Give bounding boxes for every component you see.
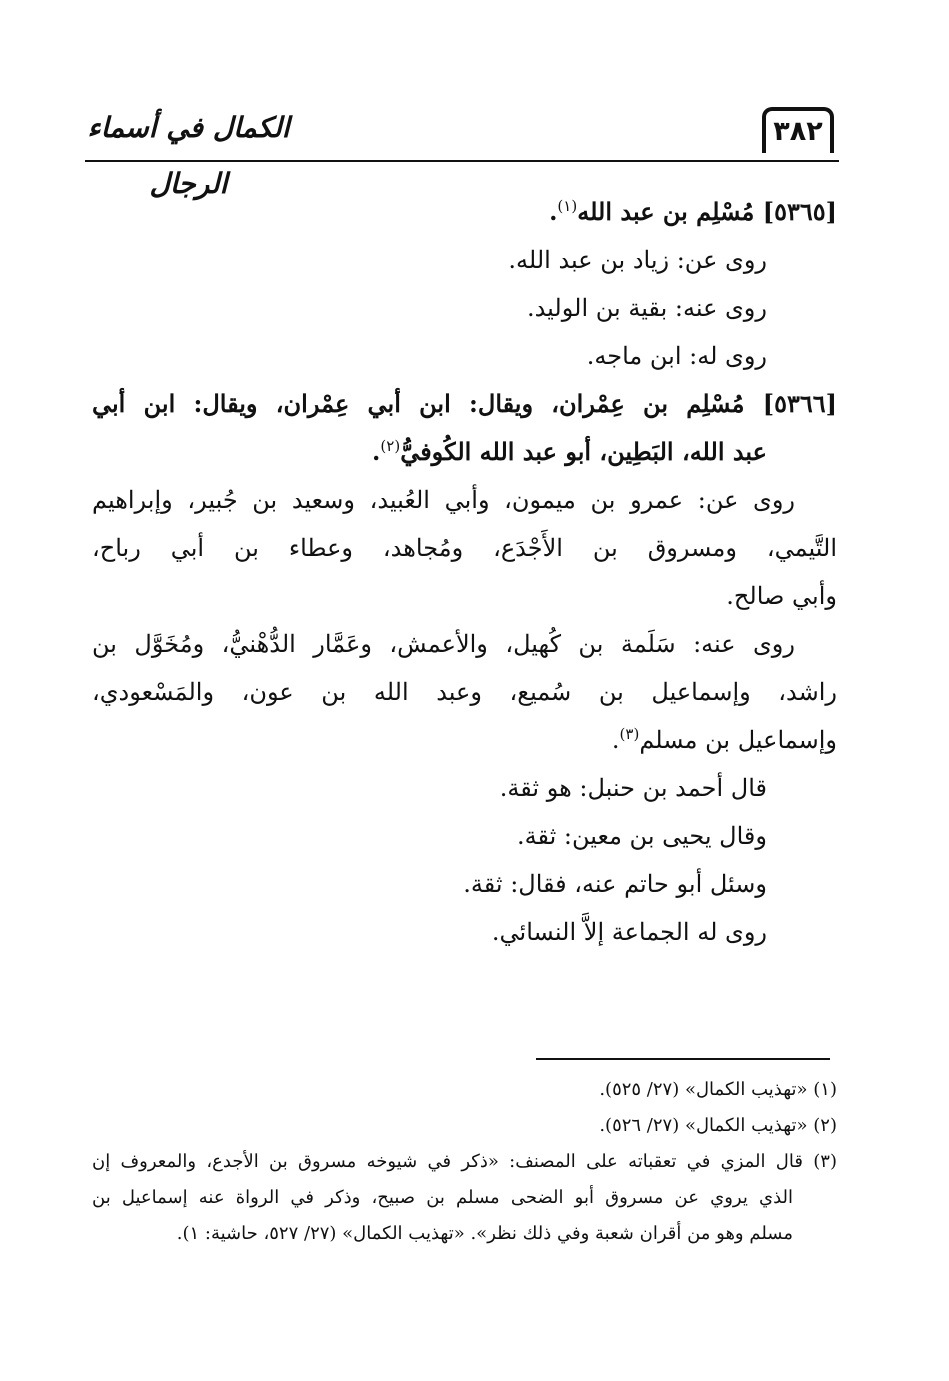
entry-heading-5366-cont bbox=[92, 428, 837, 476]
footnote-3: (٣) قال المزي في تعقباته على المصنف: «ذكر في شيوخه مسروق بن الأجدع، والمعروف إن bbox=[92, 1151, 837, 1172]
narrated-by-text: وإسماعيل بن مسلم bbox=[639, 726, 837, 754]
footnote-2: (٢) «تهذيب الكمال» (٢٧/ ٥٢٦). bbox=[599, 1115, 837, 1136]
narrated-by-line: روى عنه: بقية بن الوليد. bbox=[526, 294, 767, 322]
main-text bbox=[92, 188, 837, 956]
page-number: ٣٨٢ bbox=[762, 107, 834, 153]
footnote-ref[interactable]: (٣) bbox=[619, 725, 640, 743]
footnote-ref[interactable]: (١) bbox=[557, 197, 578, 215]
grading-line: وسئل أبو حاتم عنه، فقال: ثقة. bbox=[463, 870, 767, 898]
grading-line: وقال يحيى بن معين: ثقة. bbox=[516, 822, 767, 850]
narrated-from-line: وأبي صالح. bbox=[726, 582, 837, 610]
narrated-by-line bbox=[92, 620, 837, 668]
entry-heading-text: عبد الله، البَطِين، أبو عبد الله الكُوفيُّ bbox=[400, 437, 767, 466]
footnote-divider bbox=[536, 1058, 830, 1060]
narrated-from-line: روى عن: زياد بن عبد الله. bbox=[508, 246, 767, 274]
line-tail: . bbox=[611, 726, 620, 754]
narrated-for-line: روى له الجماعة إلاَّ النسائي. bbox=[491, 918, 767, 946]
footnote-3-cont: الذي يروي عن مسروق أبو الضحى مسلم بن صبيح، وذكر في الرواة عنه إسماعيل بن bbox=[92, 1187, 793, 1208]
entry-heading-5365 bbox=[92, 188, 837, 236]
footnote-1: (١) «تهذيب الكمال» (٢٧/ ٥٢٥). bbox=[599, 1079, 837, 1100]
narrated-by-line bbox=[92, 668, 837, 716]
page-header bbox=[0, 0, 949, 200]
narrated-from-line: روى عن: عمرو بن ميمون، وأبي العُبيد، وسعيد بن جُبير، وإبراهيم bbox=[92, 486, 795, 514]
grading-line: قال أحمد بن حنبل: هو ثقة. bbox=[499, 774, 767, 802]
narrated-by-line bbox=[92, 716, 837, 764]
narrated-by-text: روى عنه: سَلَمة بن كُهيل، والأعمش، وعَمَّار الدُّهْنيُّ، ومُخَوَّل بن bbox=[92, 630, 795, 658]
book-title: الكمال في أسماء الرجال bbox=[87, 111, 290, 200]
heading-tail: . bbox=[549, 197, 558, 226]
header-divider bbox=[85, 160, 839, 162]
narrated-for-line: روى له: ابن ماجه. bbox=[586, 342, 767, 370]
entry-heading-text: [٥٣٦٥] مُسْلِم بن عبد الله bbox=[577, 197, 837, 226]
footnote-ref[interactable]: (٢) bbox=[380, 437, 401, 455]
footnotes bbox=[92, 1072, 837, 1252]
heading-tail: . bbox=[372, 437, 381, 466]
narrated-by-text: راشد، وإسماعيل بن سُميع، وعبد الله بن عون، والمَسْعودي، bbox=[92, 678, 837, 706]
entry-heading-text: [٥٣٦٦] مُسْلِم بن عِمْران، ويقال: ابن أبي عِمْران، ويقال: ابن أبي bbox=[92, 389, 837, 418]
narrated-from-line: التَّيمي، ومسروق بن الأَجْدَع، ومُجاهد، وعطاء بن أبي رباح، bbox=[92, 534, 837, 562]
entry-heading-5366 bbox=[92, 380, 837, 428]
footnote-3-cont: مسلم وهو من أقران شعبة وفي ذلك نظر». «تهذيب الكمال» (٢٧/ ٥٢٧، حاشية: ١). bbox=[176, 1223, 793, 1244]
